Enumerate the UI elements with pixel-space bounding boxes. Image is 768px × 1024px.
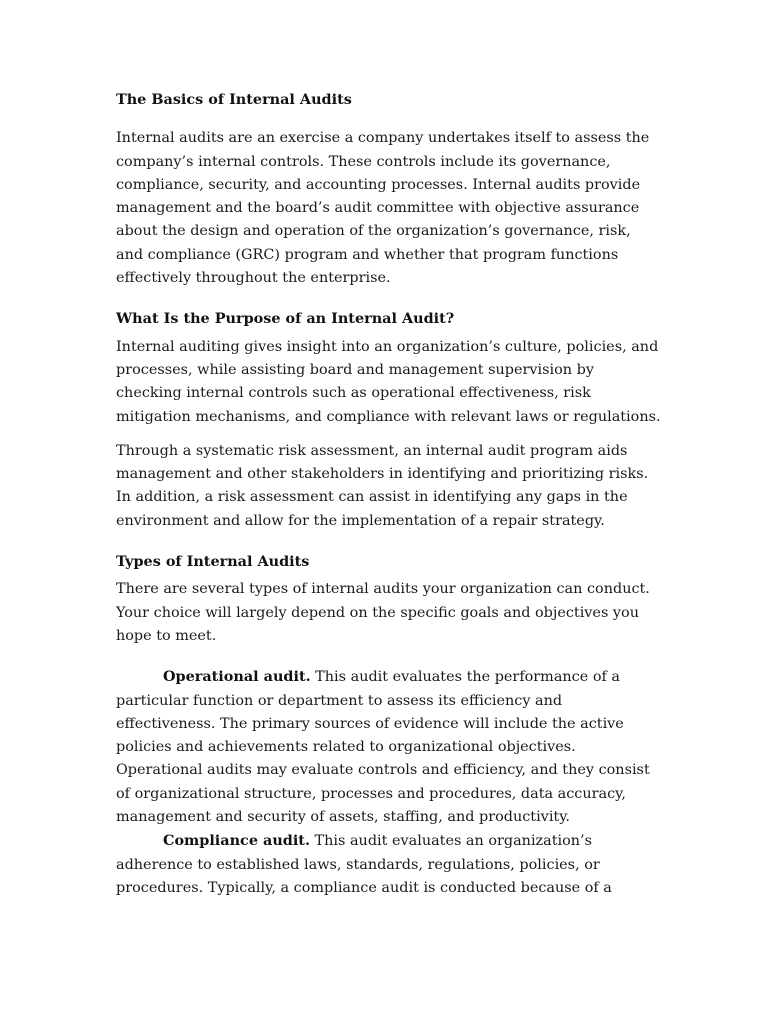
section-heading-types: Types of Internal Audits [116, 553, 310, 571]
audit-type-term: Operational audit. [163, 668, 311, 686]
section-heading-basics: The Basics of Internal Audits [116, 91, 352, 108]
section-heading-purpose: What Is the Purpose of an Internal Audit? [116, 310, 455, 328]
paragraph-purpose-risk-assessment: Through a systematic risk assessment, an internal audit program aids management and other stakeholders in identifying and prioritizing risks. In addition, a risk assessment can assist in identifying any gaps in the environment and allow for the implementation of a repair strategy. [116, 442, 649, 529]
audit-type-operational [116, 665, 661, 829]
paragraph-basics: Internal audits are an exercise a company undertakes itself to assess the company’s internal controls. These controls include its governance, compliance, security, and accounting processes. Internal audits provide management and the board’s audit committee with objective assurance about the design and operation of the organization’s governance, risk, and compliance (GRC) program and whether that program functions effectively throughout the enterprise. [116, 130, 650, 287]
audit-type-description: This audit evaluates the performance of a particular function or department to assess its efficiency and effectiveness. The primary sources of evidence will include the active policies and achievements related to organizational objectives. Operational audits may evaluate controls and efficiency, and they consist of organizational structure, processes and procedures, data accuracy, management and security of assets, staffing, and productivity. [116, 669, 650, 826]
audit-type-compliance [116, 829, 661, 900]
document-page [116, 88, 661, 900]
audit-type-term: Compliance audit. [163, 832, 310, 850]
audit-type-description: This audit evaluates an organization’s adherence to established laws, standards, regulations, policies, or procedures. Typically, a compliance audit is conducted because of a [116, 833, 612, 896]
paragraph-types-intro: There are several types of internal audits your organization can conduct. Your choice will largely depend on the specific goals and objectives you hope to meet. [116, 581, 650, 644]
paragraph-purpose-insight: Internal auditing gives insight into an organization’s culture, policies, and processes, while assisting board and management supervision by checking internal controls such as operational effectiveness, risk mitigation mechanisms, and compliance with relevant laws or regulations. [116, 338, 661, 425]
